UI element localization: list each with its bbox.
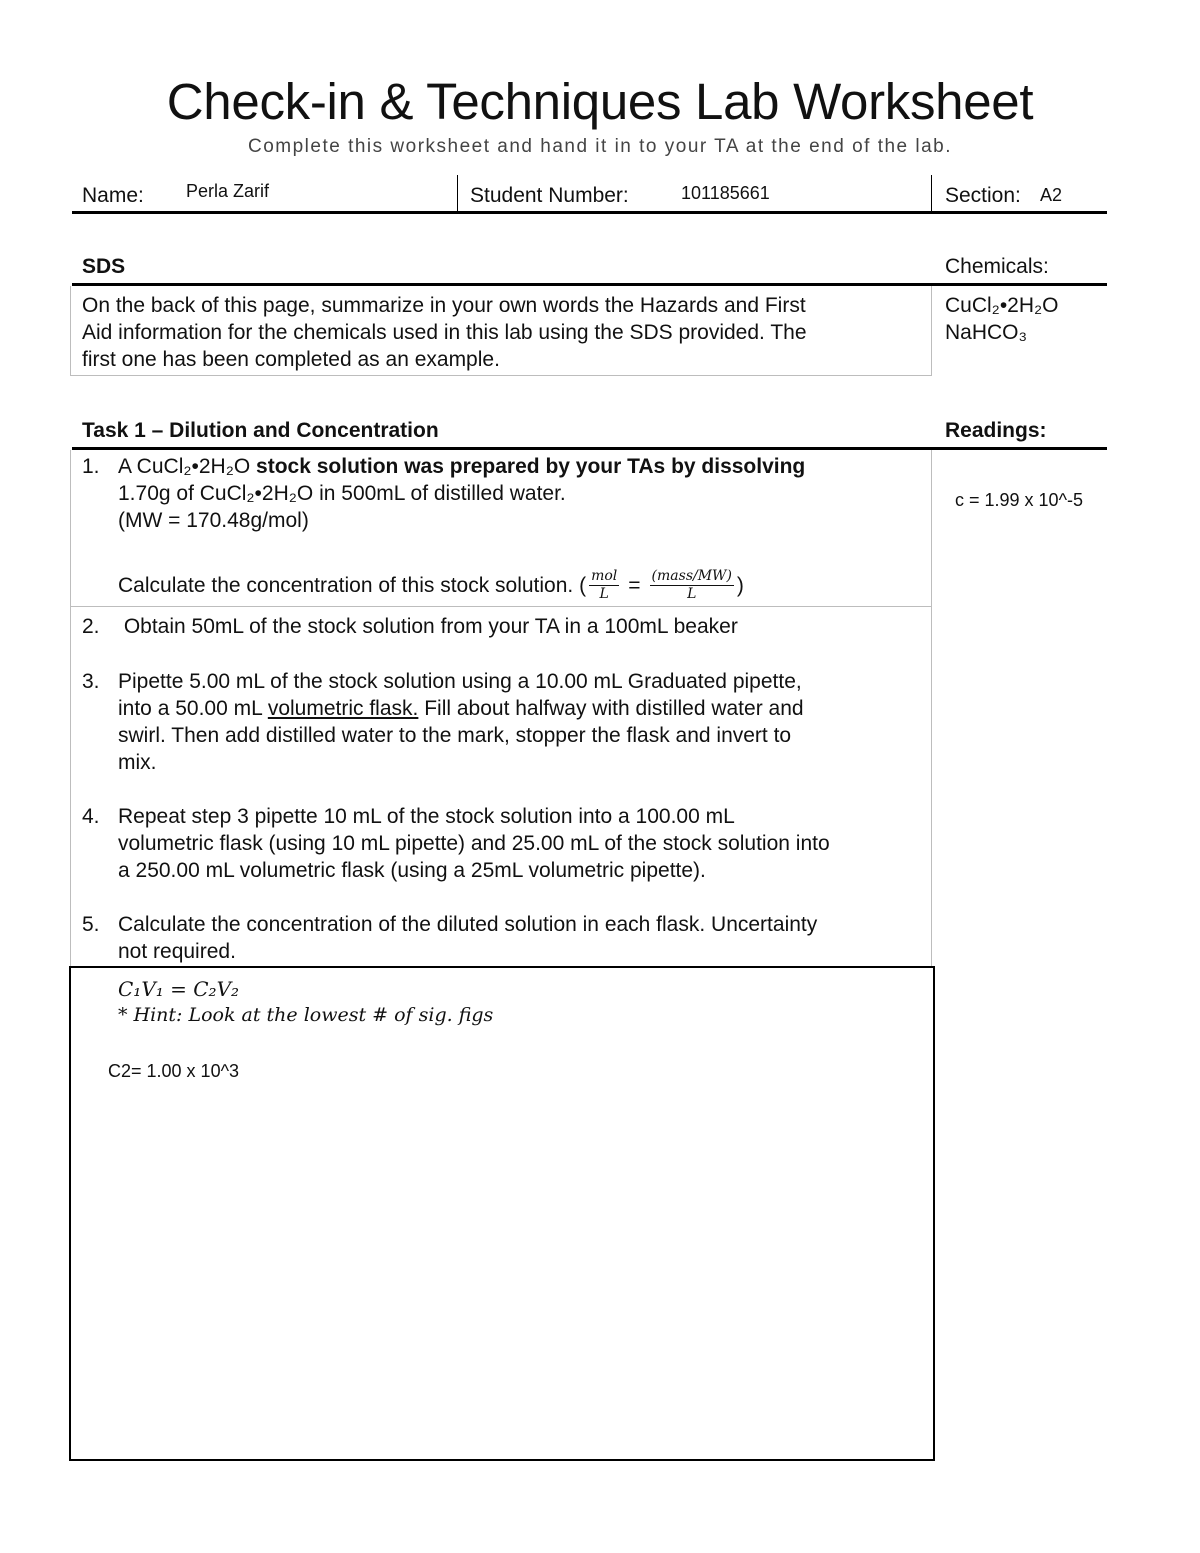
hint-text: * Hint: Look at the lowest # of sig. figs [118, 1004, 494, 1026]
chemicals-list [945, 292, 1059, 346]
task1-heading: Task 1 – Dilution and Concentration [82, 419, 439, 442]
step-divider [70, 606, 932, 607]
page-title: Check-in & Techniques Lab Worksheet [166, 73, 1034, 130]
answer-value[interactable]: C2= 1.00 x 10^3 [108, 1061, 240, 1081]
header-rule [72, 211, 1107, 214]
task1-rule [72, 447, 1107, 450]
page-subtitle: Complete this worksheet and hand it in to your TA at the end of the lab. [247, 136, 953, 157]
student-number-label: Student Number: [470, 184, 629, 207]
fraction: mol L [591, 568, 618, 602]
formula-c1v1: C₁V₁ = C₂V₂ [118, 977, 240, 1001]
name-label: Name: [82, 184, 144, 207]
student-number-field[interactable]: 101185661 [681, 183, 770, 203]
header-divider [457, 175, 458, 213]
chemical-item: CuCl₂•2H₂O [945, 294, 1059, 317]
fraction: (mass/MW) L [651, 568, 732, 602]
step-1-formula: Calculate the concentration of this stock solution. ( mol L = (mass/MW) L ) [118, 568, 744, 602]
sds-box-border [931, 286, 932, 376]
task-box-border [70, 450, 71, 966]
header-divider [931, 175, 932, 213]
sds-box-border [70, 375, 932, 376]
reading-value[interactable]: c = 1.99 x 10^-5 [955, 490, 1084, 510]
sds-instructions: On the back of this page, summarize in your own words the Hazards and First Aid information for the chemicals used in this lab using the SDS provided. The first one has been completed as an example. [82, 294, 807, 371]
sds-rule [72, 283, 1107, 286]
section-label: Section: [945, 184, 1021, 207]
task-box-border [931, 450, 932, 966]
section-field[interactable]: A2 [1040, 185, 1063, 205]
sds-box-border [70, 286, 71, 376]
chemicals-heading: Chemicals: [945, 255, 1049, 278]
readings-heading: Readings: [945, 419, 1047, 442]
name-field[interactable]: Perla Zarif [186, 181, 270, 201]
sds-heading: SDS [82, 255, 126, 278]
answer-box[interactable] [69, 966, 935, 1461]
chemical-item: NaHCO₃ [945, 321, 1028, 344]
